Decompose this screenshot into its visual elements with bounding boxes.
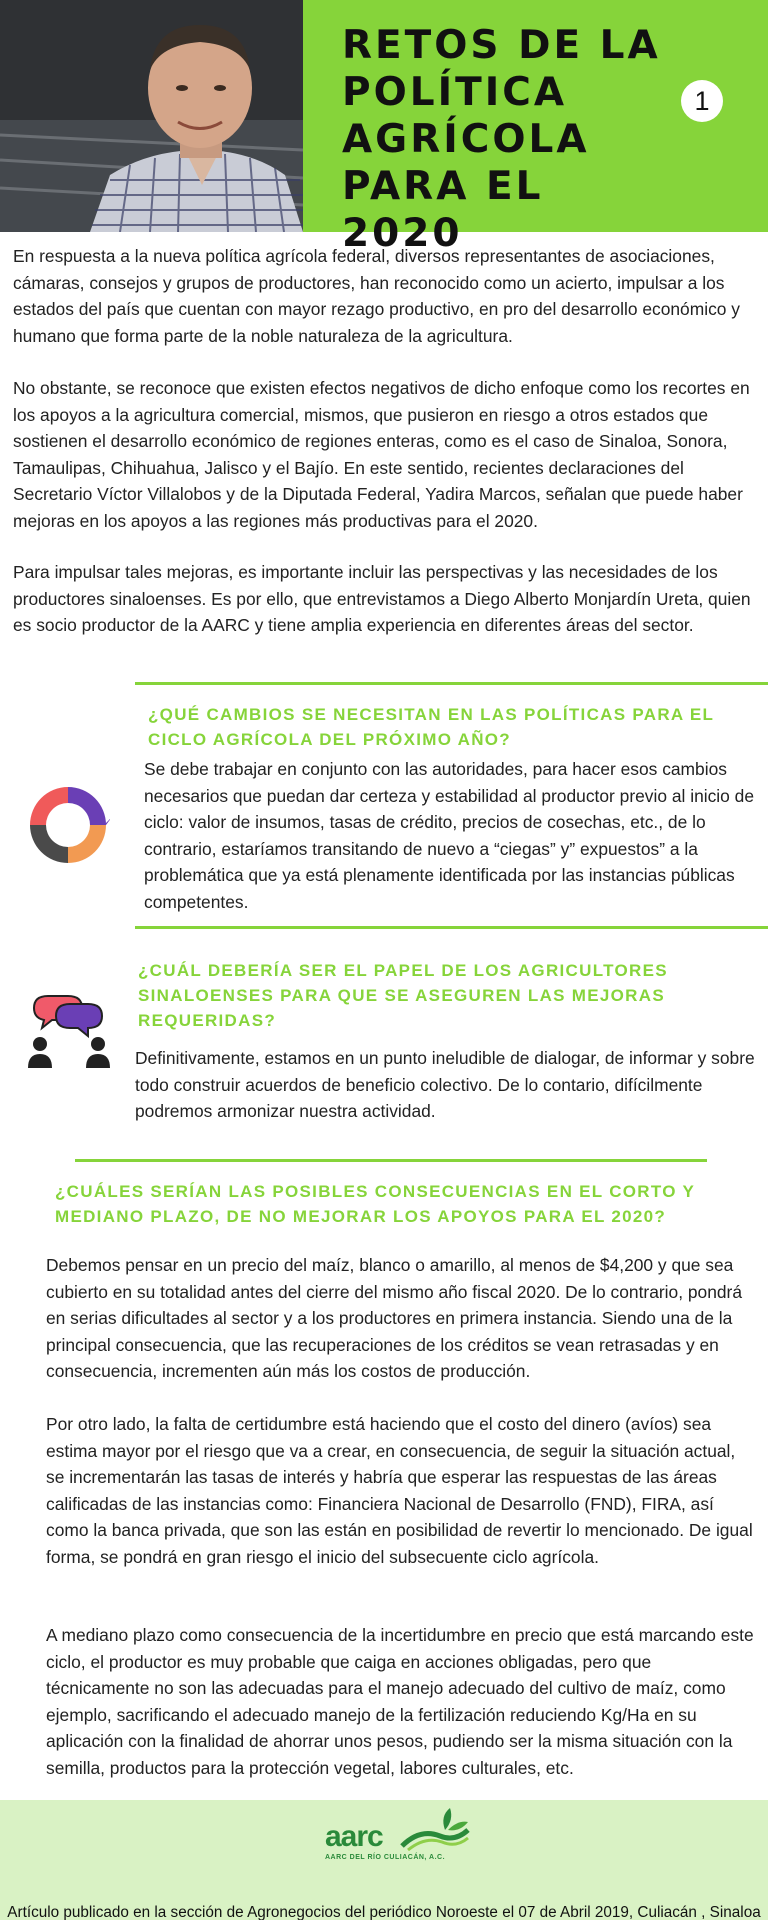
logo-wordmark: aarc xyxy=(325,1820,383,1853)
logo-subtitle: AARC DEL RÍO CULIACÁN, A.C. xyxy=(325,1854,446,1861)
portrait-photo xyxy=(0,0,303,232)
intro-paragraph-1: En respuesta a la nueva política agrícola federal, diversos representantes de asociaciones, cámaras, consejos y grupos de productores, han reconocido como un acierto, impulsar a los estados del país que cuentan con mayor rezago productivo, en pro del desarrollo económico y humano que forma parte de la noble naturaleza de la agricultura. xyxy=(13,246,740,346)
question-heading: ¿CUÁL DEBERÍA SER EL PAPEL DE LOS AGRICULTORES SINALOENSES PARA QUE SE ASEGUREN LAS MEJORAS REQUERIDAS? xyxy=(138,961,668,1030)
aarc-logo xyxy=(325,1806,470,1864)
leaf-icon xyxy=(400,1806,470,1854)
publication-credit: Artículo publicado en la sección de Agronegocios del periódico Noroeste el 07 de Abril 2019, Culiacán , Sinaloa xyxy=(7,1904,761,1920)
intro-paragraph-3: Para impulsar tales mejoras, es importante incluir las perspectivas y las necesidades de los productores sinaloenses. Es por ello, que entrevistamos a Diego Alberto Monjardín Ureta, quien es socio productor de la AARC y tiene amplia experiencia en diferentes áreas del sector. xyxy=(13,562,751,635)
page-title: RETOS DE LA POLÍTICA AGRÍCOLA PARA EL 2020 xyxy=(342,23,661,256)
answer-text: A mediano plazo como consecuencia de la incertidumbre en precio que está marcando este ciclo, el productor es muy probable que caiga en acciones obligadas, pero que técnicamente no son las adecuadas para el manejo adecuado del cultivo de maíz, como ejemplo, sacrificando el adecuado manejo de la fertilización reduciendo Kg/Ha en su aplicación con la finalidad de ahorrar unos pesos, pudiendo ser la misma situación con la semilla, productos para la protección vegetal, labores culturales, etc. xyxy=(46,1625,754,1778)
page-number-badge: 1 xyxy=(681,80,723,122)
answer-text: Definitivamente, estamos en un punto ineludible de dialogar, de informar y sobre todo construir acuerdos de beneficio colectivo. De lo contario, difícilmente podremos armonizar nuestra actividad. xyxy=(135,1048,755,1121)
answer-text: Debemos pensar en un precio del maíz, blanco o amarillo, al menos de $4,200 y que sea cubierto en su totalidad antes del cierre del mismo año fiscal 2020. De lo contrario, pondrá en serias dificultades al sector y a los productores en primera instancia. Siendo una de la principal consecuencia, que las recuperaciones de los créditos se vean retrasadas y en consecuencia, incrementen aún más los costos de producción. xyxy=(46,1255,743,1381)
header xyxy=(0,0,768,256)
cycle-arrows-icon xyxy=(26,783,110,867)
question-heading: ¿QUÉ CAMBIOS SE NECESITAN EN LAS POLÍTICAS PARA EL CICLO AGRÍCOLA DEL PRÓXIMO AÑO? xyxy=(148,705,714,749)
divider xyxy=(135,682,768,685)
divider xyxy=(135,926,768,929)
footer xyxy=(0,1800,768,1920)
intro-paragraph-2: No obstante, se reconoce que existen efectos negativos de dicho enfoque como los recortes en los apoyos a la agricultura comercial, mismos, que pusieron en riesgo a otros estados que sostienen el desarrollo económico de regiones enteras, como es el caso de Sinaloa, Sonora, Tamaulipas, Chihuahua, Jalisco y el Bajío. En este sentido, recientes declaraciones del Secretario Víctor Villalobos y de la Diputada Federal, Yadira Marcos, señalan que puede haber mejoras en los apoyos a las regiones más productivas para el 2020. xyxy=(13,378,750,531)
title-panel xyxy=(303,0,768,256)
answer-text: Se debe trabajar en conjunto con las autoridades, para hacer esos cambios necesarios que puedan dar certeza y estabilidad al productor previo al inicio de ciclo: valor de insumos, tasas de crédito, precios de cosechas, etc., de lo contrario, estaríamos transitando de nuevo a “ciegas” y” expuestos” a la problemática que ya está plenamente identificada por las instancias públicas competentes. xyxy=(144,759,755,912)
question-heading: ¿CUÁLES SERÍAN LAS POSIBLES CONSECUENCIAS EN EL CORTO Y MEDIANO PLAZO, DE NO MEJORAR LOS APOYOS PARA EL 2020? xyxy=(55,1182,695,1226)
conversation-icon xyxy=(26,994,110,1070)
answer-text: Por otro lado, la falta de certidumbre está haciendo que el costo del dinero (avíos) sea estima mayor por el riesgo que va a crear, en consecuencia, de seguir la situación actual, se incrementarán las tasas de interés y habría que esperar las respuestas de las áreas calificadas de las instancias como: Financiera Nacional de Desarrollo (FND), FIRA, así como la banca privada, que son las están en posibilidad de revertir lo mencionado. De igual forma, se pondrá en gran riesgo el inicio del subsecuente ciclo agrícola. xyxy=(46,1414,753,1567)
divider xyxy=(75,1159,707,1162)
